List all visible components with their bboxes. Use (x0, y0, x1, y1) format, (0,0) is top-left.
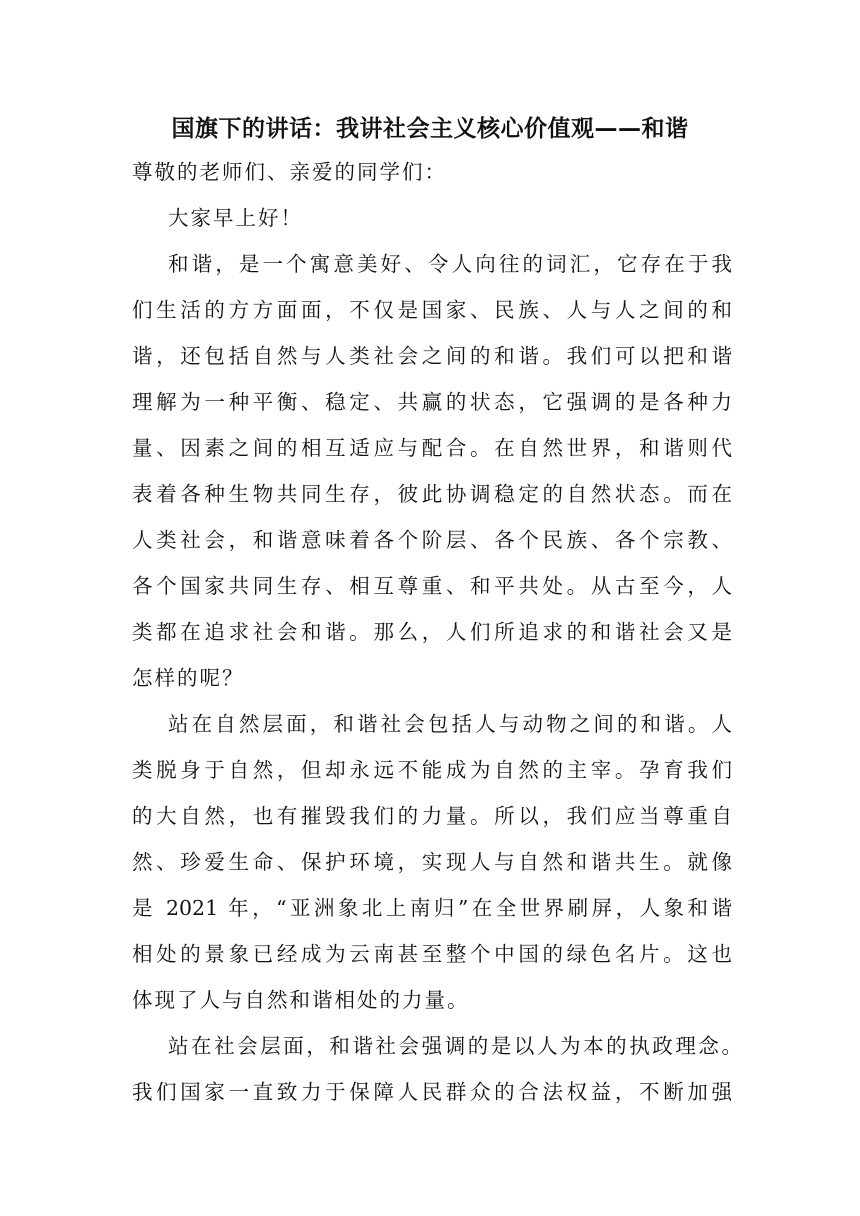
paragraph-2-line: 的大自然，也有摧毁我们的力量。所以，我们应当尊重自 (132, 804, 732, 828)
paragraph-2-line: 相处的景象已经成为云南甚至整个中国的绿色名片。这也 (132, 942, 732, 966)
paragraph-3-line: 我们国家一直致力于保障人民群众的合法权益，不断加强 (132, 1080, 732, 1104)
paragraph-3-line: 站在社会层面，和谐社会强调的是以人为本的执政理念。 (168, 1034, 742, 1058)
paragraph-1-line: 谐，还包括自然与人类社会之间的和谐。我们可以把和谐 (132, 344, 732, 368)
paragraph-2-line: 类脱身于自然，但却永远不能成为自然的主宰。孕育我们 (132, 758, 732, 782)
paragraph-1-line: 们生活的方方面面，不仅是国家、民族、人与人之间的和 (132, 298, 732, 322)
paragraph-1-line: 表着各种生物共同生存，彼此协调稳定的自然状态。而在 (132, 482, 732, 506)
paragraph-1-line: 类都在追求社会和谐。那么，人们所追求的和谐社会又是 (132, 620, 732, 644)
paragraph-1-line: 量、因素之间的相互适应与配合。在自然世界，和谐则代 (132, 436, 732, 460)
paragraph-1-line: 人类社会，和谐意味着各个阶层、各个民族、各个宗教、 (132, 528, 732, 552)
document-title: 国旗下的讲话：我讲社会主义核心价值观——和谐 (171, 116, 689, 142)
paragraph-1-line: 各个国家共同生存、相互尊重、和平共处。从古至今，人 (132, 574, 732, 598)
salutation-line: 尊敬的老师们、亲爱的同学们： (132, 160, 447, 184)
paragraph-1-line: 怎样的呢？ (132, 666, 245, 690)
paragraph-2-line: 站在自然层面，和谐社会包括人与动物之间的和谐。人 (168, 712, 732, 736)
paragraph-2-line: 是 2021 年，“亚洲象北上南归”在全世界刷屏，人象和谐 (132, 896, 732, 920)
paragraph-2-line: 体现了人与自然和谐相处的力量。 (132, 988, 470, 1012)
greeting-line: 大家早上好！ (168, 206, 303, 230)
paragraph-1-line: 和谐，是一个寓意美好、令人向往的词汇，它存在于我 (168, 252, 732, 276)
paragraph-2-line: 然、珍爱生命、保护环境，实现人与自然和谐共生。就像 (132, 850, 732, 874)
paragraph-1-line: 理解为一种平衡、稳定、共赢的状态，它强调的是各种力 (132, 390, 732, 414)
